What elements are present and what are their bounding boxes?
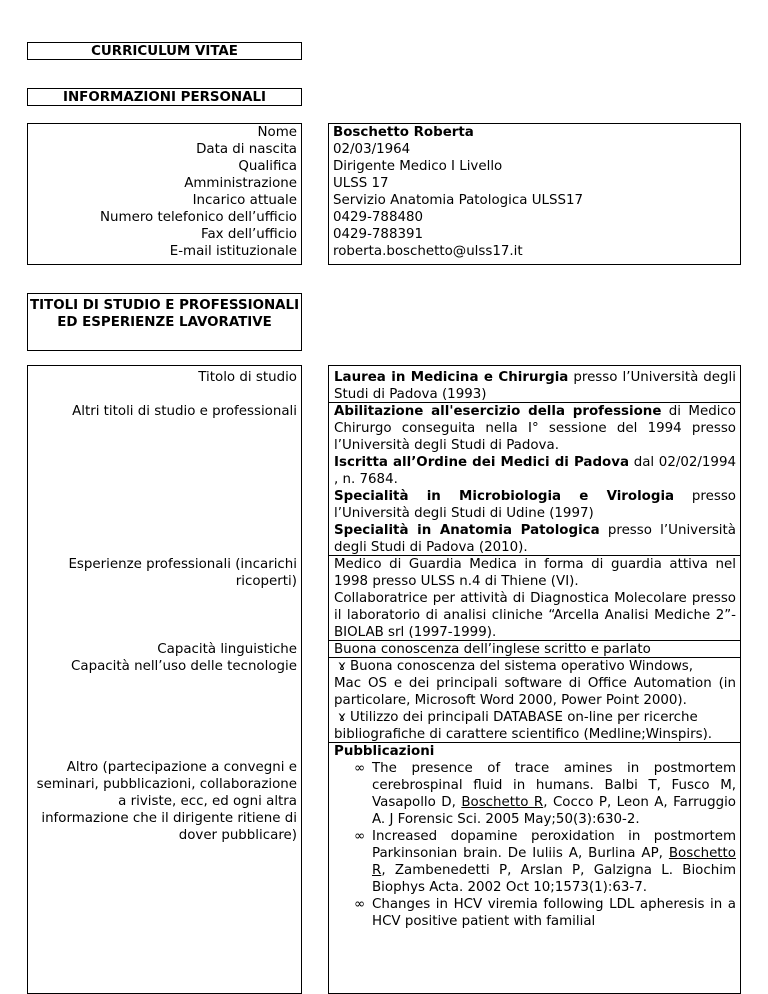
tec-2: Utilizzo dei principali DATABASE on-line per ricerche <box>350 710 698 725</box>
altri-3-bold: Specialità in Microbiologia e Virologia <box>334 489 675 504</box>
altri-2-bold: Iscritta all’Ordine dei Medici di Padova <box>334 455 630 470</box>
infinity-bullet-icon: ∞ <box>354 829 366 844</box>
pub-2-text-end: , Zambenedetti P, Arslan P, Galzigna L. Biochim Biophys Acta. 2002 Oct 10;1573(1):63-7. <box>372 863 736 895</box>
studio-section-heading: TITOLI DI STUDIO E PROFESSIONALI ED ESPERIENZE LAVORATIVE <box>27 293 302 351</box>
label-altro: Altro (partecipazione a convegni e seminari, pubblicazioni, collaborazione a riviste, ecc, ed ogni altra informazione che il dirigente ritiene di dover pubblicare) <box>36 760 297 843</box>
pub-2-text: Increased dopamine peroxidation in postmortem Parkinsonian brain. De Iuliis A, Burlina AP, <box>372 829 736 861</box>
pub-heading: Pubblicazioni <box>334 744 435 759</box>
pub-1-author: Boschetto R <box>461 795 544 810</box>
label-nome: Nome <box>257 125 297 140</box>
esperienze-block <box>334 556 736 641</box>
cv-title: CURRICULUM VITAE <box>27 42 302 60</box>
esperienze-2: Collaboratrice per attività di Diagnostica Molecolare presso il laboratorio di analisi cliniche “Arcella Analisi Mediche 2”-BIOLAB srl (1997-1999). <box>334 591 736 640</box>
value-telefono: 0429-788480 <box>333 210 424 225</box>
value-nome: Boschetto Roberta <box>333 125 474 140</box>
infinity-bullet-icon: ∞ <box>354 897 366 912</box>
personal-info-labels <box>27 123 302 265</box>
studio-labels <box>27 365 302 994</box>
label-esperienze: Esperienze professionali (incarichi ricoperti) <box>68 557 297 589</box>
tec-2b: bibliografiche di carattere scientifico (Medline;Winspirs). <box>334 727 713 742</box>
pub-3-text: Changes in HCV viremia following LDL apheresis in a HCV positive patient with familial <box>372 897 736 929</box>
lingue-block <box>334 641 736 658</box>
lingue-value: Buona conoscenza dell’inglese scritto e parlato <box>334 642 651 657</box>
pub-1-text: The presence of trace amines in postmortem cerebrospinal fluid in humans. Balbi T, Fusco M, Vasapollo D, <box>372 761 736 810</box>
value-qualifica: Dirigente Medico I Livello <box>333 159 503 174</box>
titolo-bold: Laurea in Medicina e Chirurgia <box>334 370 569 385</box>
label-incarico: Incarico attuale <box>192 193 297 208</box>
altri-1-bold: Abilitazione all'esercizio della professione <box>334 404 662 419</box>
altri-1-rest: di Medico Chirurgo conseguita nella I° sessione del 1994 presso l’Università degli Studi di Padova. <box>334 404 736 453</box>
value-incarico: Servizio Anatomia Patologica ULSS17 <box>333 193 583 208</box>
personal-info-values <box>328 123 741 265</box>
tec-1b: Mac OS e dei principali software di Office Automation (in particolare, Microsoft Word 2000, Power Point 2000). <box>334 676 736 708</box>
bullet-icon: ɤ <box>338 659 346 674</box>
bullet-icon: ɤ <box>338 710 346 725</box>
label-email: E-mail istituzionale <box>169 244 297 259</box>
value-email[interactable]: roberta.boschetto@ulss17.it <box>333 244 523 259</box>
pub-1-text-end: , Cocco P, Leon A, Farruggio A. J Forensic Sci. 2005 May;50(3):630-2. <box>372 795 736 827</box>
altri-2-rest: dal 02/02/1994 , n. 7684. <box>334 455 736 487</box>
infinity-bullet-icon: ∞ <box>354 761 366 776</box>
label-tecnologie: Capacità nell’uso delle tecnologie <box>71 659 297 674</box>
altri-3-rest: presso l’Università degli Studi di Udine (1997) <box>334 489 736 521</box>
label-qualifica: Qualifica <box>238 159 297 174</box>
value-fax: 0429-788391 <box>333 227 424 242</box>
label-telefono: Numero telefonico dell’ufficio <box>100 210 297 225</box>
label-data-nascita: Data di nascita <box>196 142 297 157</box>
studio-values <box>328 365 741 994</box>
label-amministrazione: Amministrazione <box>184 176 297 191</box>
personal-info-heading: INFORMAZIONI PERSONALI <box>27 88 302 106</box>
altri-4-bold: Specialità in Anatomia Patologica <box>334 523 600 538</box>
tec-1: Buona conoscenza del sistema operativo Windows, <box>350 659 694 674</box>
label-lingue: Capacità linguistiche <box>157 642 297 657</box>
altri-block <box>334 403 736 556</box>
label-fax: Fax dell’ufficio <box>200 227 297 242</box>
value-amministrazione: ULSS 17 <box>333 176 389 191</box>
label-altri-titoli: Altri titoli di studio e professionali <box>72 404 297 419</box>
label-titolo-studio: Titolo di studio <box>198 370 297 385</box>
pubblicazioni-block <box>334 743 736 930</box>
pub-2-author: Boschetto R <box>372 846 736 878</box>
value-data-nascita: 02/03/1964 <box>333 142 411 157</box>
altri-4-rest: presso l’Università degli Studi di Padova (2010). <box>334 523 736 555</box>
titolo-block <box>334 369 736 403</box>
titolo-rest: presso l’Università degli Studi di Padova (1993) <box>334 370 736 402</box>
tecnologie-block <box>334 658 736 743</box>
esperienze-1: Medico di Guardia Medica in forma di guardia attiva nel 1998 presso ULSS n.4 di Thiene (VI). <box>334 557 736 589</box>
